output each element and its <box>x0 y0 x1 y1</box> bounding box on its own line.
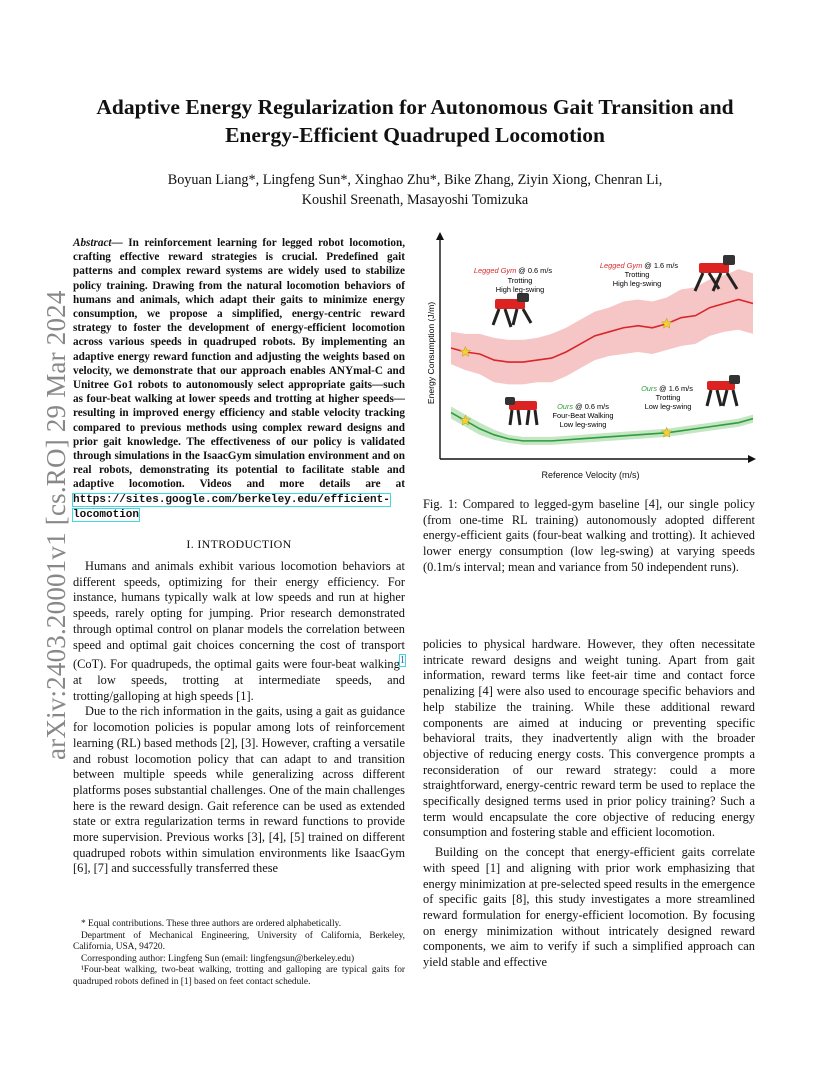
label-legged-high-swing: High leg-swing <box>612 279 662 288</box>
abstract-body: — In reinforcement learning for legged robot locomotion, crafting effective reward strategies is crucial. Predefined gait patterns and complex reward systems are widely used to stabilize policy training. Drawing from the natural locomotion behaviors of humans and animals, which adapt their gaits to minimize energy consumption, we propose a simplified, energy-centric reward strategy to foster the development of energy-efficient locomotion across various speeds in quadruped robots. By implementing an adaptive energy reward function and adjusting the weights based on velocity, we demonstrate that our approach enables ANYmal-C and Unitree Go1 robots to autonomously select appropriate gaits—such as four-beat walking at lower speeds and trotting at higher speeds—resulting in improved energy efficiency and stable velocity tracking compared to previous methods using complex reward designs and prior gait knowledge. The effectiveness of our policy is validated through simulations in the IsaacGym simulation environment and on real robots, demonstrating its potential to facilitate stable and adaptive locomotion. Videos and more details are at <box>73 237 405 491</box>
label-legged-low-gait: Trotting <box>507 276 533 285</box>
label-ours-low-swing: Low leg-swing <box>559 420 607 429</box>
robot-legged-low-icon <box>493 293 531 327</box>
right-paragraph-2: Building on the concept that energy-efficient gaits correlate with speed [1] and aligning with prior work emphasizing that energy minimization at pre-selected speed results in the emergence of specific gaits [8], this study investigates a more streamlined reward formulation for energy-efficient locomotion. By focusing on energy minimization without intricately designed reward components, we aim to verify if such a simplified approach can yield stable and effective <box>423 845 755 970</box>
authors-line-2: Koushil Sreenath, Masayoshi Tomizuka <box>301 192 529 208</box>
section-heading-introduction: I. INTRODUCTION <box>186 537 292 551</box>
label-legged-low-swing: High leg-swing <box>495 285 545 294</box>
label-legged-high: Legged Gym @ 1.6 m/s <box>599 261 679 270</box>
introduction-left-column <box>73 559 405 877</box>
y-axis-label: Energy Consumption (J/m) <box>426 301 436 405</box>
author-list <box>70 170 760 210</box>
footnote-link-1[interactable]: 1 <box>399 655 405 667</box>
arxiv-stamp <box>16 285 71 760</box>
x-axis-arrow <box>748 455 756 463</box>
abstract <box>73 236 405 522</box>
robot-ours-low-icon <box>505 397 537 425</box>
intro-p1-text-b: at low speeds, trotting at intermediate speeds, and trotting/galloping at high speeds [1]. <box>73 673 405 703</box>
y-axis-arrow <box>436 232 444 240</box>
figure-1-chart <box>423 231 758 463</box>
footnote-affiliation: Department of Mechanical Engineering, University of California, Berkeley, California, USA, 94720. <box>73 930 405 953</box>
footnotes <box>73 919 405 989</box>
abstract-label: Abstract <box>73 237 112 249</box>
intro-paragraph-1 <box>73 559 405 704</box>
label-ours-high-swing: Low leg-swing <box>644 402 692 411</box>
footnote-gaits: ¹Four-beat walking, two-beat walking, trotting and galloping are typical gaits for quadruped robots defined in [1] based on feet contact schedule. <box>73 965 405 987</box>
x-axis-label: Reference Velocity (m/s) <box>541 470 640 480</box>
robot-ours-high-icon <box>707 375 740 406</box>
label-ours-low: Ours @ 0.6 m/s <box>557 402 609 411</box>
authors-line-1: Boyuan Liang*, Lingfeng Sun*, Xinghao Zhu*, Bike Zhang, Ziyin Xiong, Chenran Li, <box>167 172 663 188</box>
footnote-equal-contribution: * Equal contributions. These three authors are ordered alphabetically. <box>81 919 342 929</box>
project-link[interactable]: https://sites.google.com/berkeley.edu/efficient-locomotion <box>73 493 390 521</box>
right-paragraph-1: policies to physical hardware. However, they often necessitate intricate reward designs and weight tuning. Apart from gait information, reward terms like feet-air time and contact force penalizing [4] were also used to encourage specific behaviors and help stabilize the training. While these additional reward components are aimed at inducing or preventing specific behavioral traits, they inadvertently align with the broader objective of reducing energy costs. This convergence prompts a reconsideration of our reward strategy: could a more straightforward, energy-centric reward term be used to replace the specifically designed terms used in prior policy training? Such a term would encapsulate the core objective of reducing energy consumption and fostering stable and efficient locomotion. <box>423 637 755 840</box>
figure-1-caption: Fig. 1: Compared to legged-gym baseline [4], our single policy (from one-time RL training) autonomously adopted different energy-efficient gaits (four-beat walking and trotting). It achieved lower energy consumption (low leg-swing) at varying speeds (0.1m/s interval; mean and variance from 50 independent runs). <box>423 497 755 574</box>
label-ours-high-gait: Trotting <box>655 393 681 402</box>
arxiv-stamp-text: arXiv:2403.20001v1 [cs.RO] 29 Mar 2024 <box>41 290 71 760</box>
footnote-corresponding: Corresponding author: Lingfeng Sun (email: lingfengsun@berkeley.edu) <box>81 953 355 964</box>
paper-title: Adaptive Energy Regularization for Autonomous Gait Transition and Energy-Efficient Quadruped Locomotion <box>96 95 734 147</box>
introduction-right-column <box>423 637 755 975</box>
intro-p1-text-a: Humans and animals exhibit various locomotion behaviors at different speeds, optimizing for their energy efficiency. For instance, humans typically walk at low speeds and run at higher speeds, rarely opting for jumping. Prior research demonstrated through optimal control on planar models the correlation between speed and optimal gait choices concerning the cost of transport (CoT). For quadrupeds, the optimal gaits were four-beat walking <box>73 559 405 672</box>
label-ours-high: Ours @ 1.6 m/s <box>641 384 693 393</box>
label-ours-low-gait: Four-Beat Walking <box>552 411 614 420</box>
intro-paragraph-2: Due to the rich information in the gaits, using a gait as guidance for locomotion policies is popular among lots of reinforcement learning (RL) based methods [2], [3]. However, crafting a versatile and robust locomotion policy that can adapt to and transition between multiple speeds while generalizing across different platforms poses substantial challenges. One of the main challenges here is the reward design. Gait reference can be used as extended state or extra regularization terms in reward functions to provide more supervision. Previous works [3], [4], [5] trained on different quadruped robots within simulation environments like IsaacGym [6], [7] and successfully transferred these <box>73 704 405 876</box>
label-legged-high-gait: Trotting <box>624 270 650 279</box>
label-legged-low: Legged Gym @ 0.6 m/s <box>473 266 553 275</box>
